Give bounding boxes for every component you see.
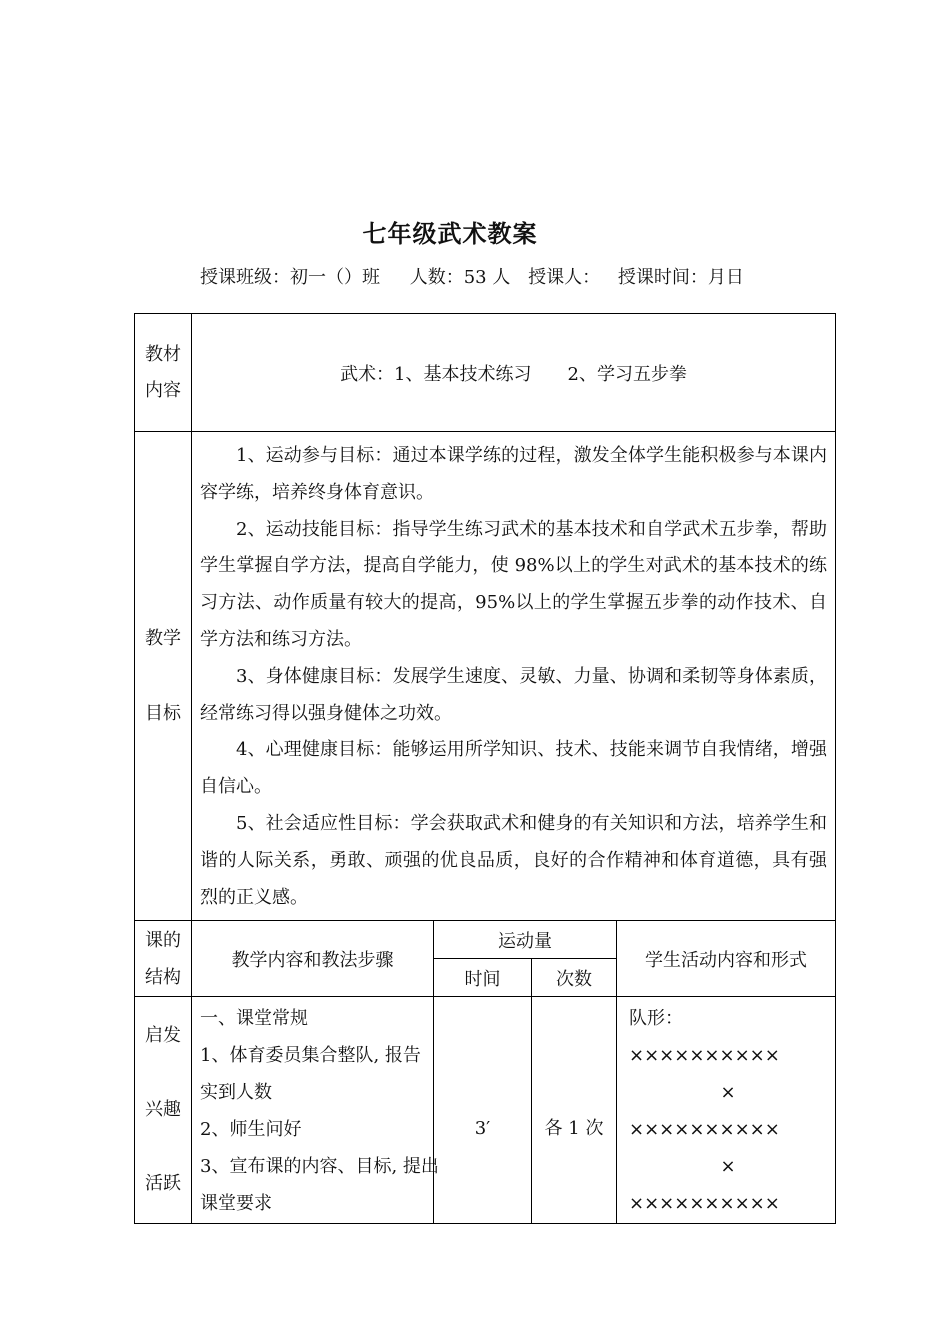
formation-row: × <box>720 1156 736 1178</box>
steps-cell <box>192 997 439 1224</box>
step-line: 课堂要求 <box>200 1193 272 1215</box>
goal-item: 4、心理健康目标：能够运用所学知识、技术、技能来调节自我情绪，增强自信心。 <box>200 739 828 798</box>
step-line: 一、课堂常规 <box>200 1008 308 1030</box>
formation-row: × <box>720 1082 736 1104</box>
count-label: 人数：53 人 <box>409 267 511 288</box>
content-label-line2: 内容 <box>145 379 181 401</box>
content-row <box>135 314 836 432</box>
times-header: 次数 <box>532 959 617 997</box>
goals-label-cell <box>135 432 192 921</box>
class-label: 授课班级：初一（）班 <box>200 267 380 288</box>
time-label: 授课时间：月日 <box>617 267 744 288</box>
formation-row: ×××××××××× <box>629 1119 780 1141</box>
step-line: 3、宣布课的内容、目标, 提出 <box>200 1156 439 1178</box>
goal-item: 1、运动参与目标：通过本课学练的过程，激发全体学生能积极参与本课内容学练，培养终身体育意识。 <box>200 445 828 503</box>
time-value-cell <box>434 997 532 1224</box>
stage-line1: 启发 <box>145 1025 181 1047</box>
formation-row: ×××××××××× <box>629 1193 780 1215</box>
activity-header: 学生活动内容和形式 <box>617 921 836 997</box>
section-row <box>135 997 836 1224</box>
lesson-meta <box>200 263 744 289</box>
time-header: 时间 <box>434 959 532 997</box>
goals-cell <box>192 432 836 921</box>
content-steps-header: 教学内容和教法步骤 <box>192 921 434 997</box>
stage-line2: 兴趣 <box>145 1099 181 1121</box>
formation-label: 队形： <box>629 1008 683 1030</box>
content-label-cell <box>135 314 192 432</box>
content-label-line1: 教材 <box>145 343 181 365</box>
stage-line3: 活跃 <box>145 1173 181 1195</box>
stage-cell <box>135 997 192 1224</box>
count-value-cell <box>532 997 617 1224</box>
structure-header <box>135 921 192 997</box>
step-line: 1、体育委员集合整队, 报告 <box>200 1045 421 1067</box>
goal-item: 2、运动技能目标：指导学生练习武术的基本技术和自学武术五步拳，帮助学生掌握自学方法，提高自学能力，使 98%以上的学生对武术的基本技术的练习方法、动作质量有较大的提高，95%以上的学生掌握五步拳的动作技术、自学方法和练习方法。 <box>200 518 828 650</box>
structure-header-line2: 结构 <box>145 966 181 988</box>
teacher-label: 授课人： <box>528 267 601 288</box>
time-value: 3′ <box>474 1118 491 1140</box>
step-line: 实到人数 <box>200 1082 272 1104</box>
structure-header-line1: 课的 <box>145 929 181 951</box>
goals-row <box>135 432 836 921</box>
goal-item: 3、身体健康目标：发展学生速度、灵敏、力量、协调和柔韧等身体素质，经常练习得以强身健体之功效。 <box>200 665 828 724</box>
goal-item: 5、社会适应性目标：学会获取武术和健身的有关知识和方法，培养学生和谐的人际关系，勇敢、顽强的优良品质，良好的合作精神和体育道德，具有强烈的正义感。 <box>200 812 828 908</box>
count-value: 各 1 次 <box>544 1118 604 1140</box>
formation-row: ×××××××××× <box>629 1045 780 1067</box>
header-row-1 <box>135 921 836 959</box>
lesson-plan-table <box>134 313 836 1224</box>
load-header: 运动量 <box>434 921 617 959</box>
goals-label-line1: 教学 <box>145 628 181 650</box>
content-text-cell <box>192 314 836 432</box>
activity-cell <box>617 997 836 1224</box>
page-title: 七年级武术教案 <box>362 220 538 248</box>
content-text: 武术：1、基本技术练习 2、学习五步拳 <box>340 363 687 385</box>
step-line: 2、师生问好 <box>200 1119 302 1141</box>
goals-label-line2: 目标 <box>145 703 181 725</box>
